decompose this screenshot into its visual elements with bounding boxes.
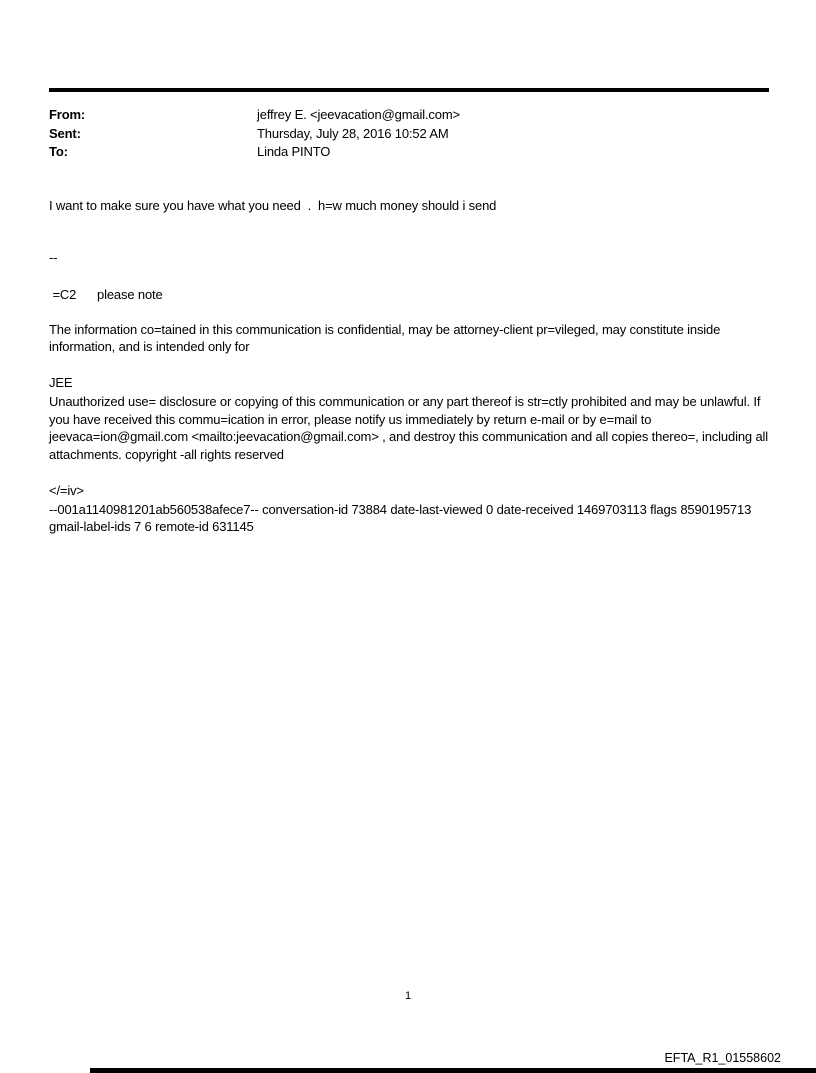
bates-number: EFTA_R1_01558602 (664, 1051, 781, 1065)
body-div-tag-line: </=iv> (49, 483, 84, 498)
footer-rule (90, 1068, 816, 1073)
body-signature-separator: -- (49, 249, 58, 265)
sent-label: Sent: (49, 125, 81, 141)
page-number: 1 (404, 990, 412, 1002)
body-please-note-line: =C2 please note (49, 287, 163, 302)
body-confidentiality-text: The information co=tained in this communication is confidential, may be attorney-client pr=vileged, may constitute inside information, and is intended only for (49, 321, 724, 354)
email-body (49, 0, 772, 536)
sent-value: Thursday, July 28, 2016 10:52 AM (257, 125, 449, 141)
body-mime-metadata-line: --001a1140981201ab560538afece7-- conversation-id 73884 date-last-viewed 0 date-received 1469703113 flags 8590195713 gmail-label-ids 7 6 remote-id 631145 (49, 501, 755, 534)
from-label: From: (49, 107, 86, 122)
to-label: To: (49, 144, 68, 159)
to-value: Linda PINTO (257, 144, 331, 159)
body-message-line: I want to make sure you have what you need . h=w much money should i send (49, 198, 497, 213)
body-unauthorized-text: Unauthorized use= disclosure or copying of this communication or any part thereof is str=ctly prohibited and may be unlawful. If you have received this commu=ication in error, please notify us immediately by return e-mail or by e=mail to jeevaca=ion@gmail.com <mailto:jeevacation@gmail.com> , and destroy this communication and all copies thereo=, including all attachments. copyright -all rights reserved (49, 394, 772, 462)
from-value: jeffrey E. <jeevacation@gmail.com> (257, 107, 460, 122)
body-jee-line: JEE (49, 374, 73, 390)
